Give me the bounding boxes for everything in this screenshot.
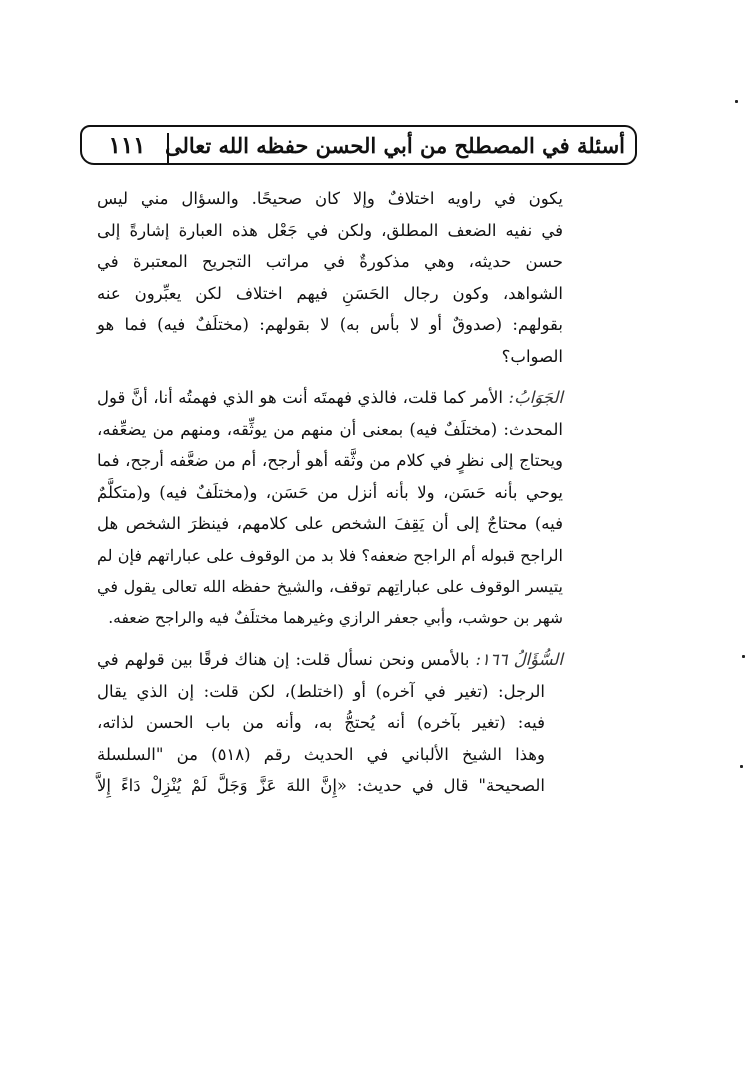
text-line: الصحيحة" قال في حديث: «إِنَّ اللهَ عَزَّ وَجَلَّ لَمْ يُنْزِلْ دَاءً إِلاَّ	[97, 776, 545, 795]
text-line: يكون في راويه اختلافٌ وإلا كان صحيحًا. والسؤال مني ليس	[97, 189, 563, 208]
question-paragraph	[97, 644, 563, 802]
text-line: بقولهم: (صدوقٌ أو لا بأس به) لا بقولهم: (مختلَفٌ فيه) فما هو	[97, 315, 563, 334]
paragraph	[97, 183, 563, 372]
text-line: يوحي بأنه حَسَن، ولا بأنه أنزل من حَسَن، و(مختلَفٌ فيه) و(متكلَّمٌ	[97, 482, 563, 502]
running-header	[80, 125, 637, 165]
text-line: الصواب؟	[501, 346, 563, 366]
text-line	[97, 644, 563, 676]
text-line: المحدث: (مختلَفٌ فيه) بمعنى أن منهم من يوثِّقه، ومنهم من يضعِّفه،	[97, 419, 563, 439]
page-number: ١١١	[108, 132, 146, 159]
text-line: يتيسر الوقوف على عباراتِهم توقف، والشيخ حفظه الله تعالى يقول في	[97, 577, 563, 596]
text-line: الرجل: (تغير في آخره) أو (اختلط)، لكن قلت: إن الذي يقال	[97, 681, 545, 701]
answer-paragraph	[97, 382, 563, 634]
text-span: بالأمس ونحن نسأل قلت: إن هناك فرقًا بين قولهم في	[97, 650, 470, 669]
scan-speck	[740, 765, 743, 768]
text-line: فيه: (تغير بآخره) أنه يُحتجُّ به، وأنه من باب الحسن لذاته،	[97, 713, 545, 732]
question-label: السُّؤَالُ ١٦٦:	[475, 650, 563, 669]
answer-label: الجَوَابُ:	[508, 388, 563, 407]
body-text	[97, 183, 563, 802]
text-line: الراجح قبوله أم الراجح ضعفه؟ فلا بد من الوقوف على عباراتهم فإن لم	[97, 545, 563, 565]
text-line: الشواهد، وكون رجال الحَسَنِ فيهم اختلاف لكن يعبِّرون عنه	[97, 283, 563, 303]
text-line: حسن حديثه، وهي مذكورةٌ في مراتب التجريح المعتبرة في	[97, 252, 563, 271]
text-line: في نفيه الضعف المطلق، ولكن في جَعْل هذه العبارة إشارةً إلى	[97, 220, 563, 240]
scan-speck	[735, 100, 738, 103]
text-span: الأمر كما قلت، فالذي فهمتَه أنت هو الذي فهمتُه أنا، أنَّ قول	[97, 388, 503, 407]
text-line: ويحتاج إلى نظرٍ في كلام من وثَّقه أهو أرجح، أم من ضعَّفه أرجح، فما	[97, 451, 563, 470]
text-line: شهر بن حوشب، وأبي جعفر الرازي وغيرهما مختلَفٌ فيه والراجح ضعفه.	[108, 608, 563, 627]
running-title: أسئلة في المصطلح من أبي الحسن حفظه الله تعالى	[164, 133, 625, 158]
text-line	[97, 382, 563, 414]
text-line: وهذا الشيخ الألباني في الحديث رقم (٥١٨) من "السلسلة	[97, 744, 545, 764]
text-line: فيه) محتاجٌ إلى أن يَقِفَ الشخص على كلامهم، فينظرَ الشخص هل	[97, 514, 563, 533]
scan-speck	[742, 655, 745, 658]
